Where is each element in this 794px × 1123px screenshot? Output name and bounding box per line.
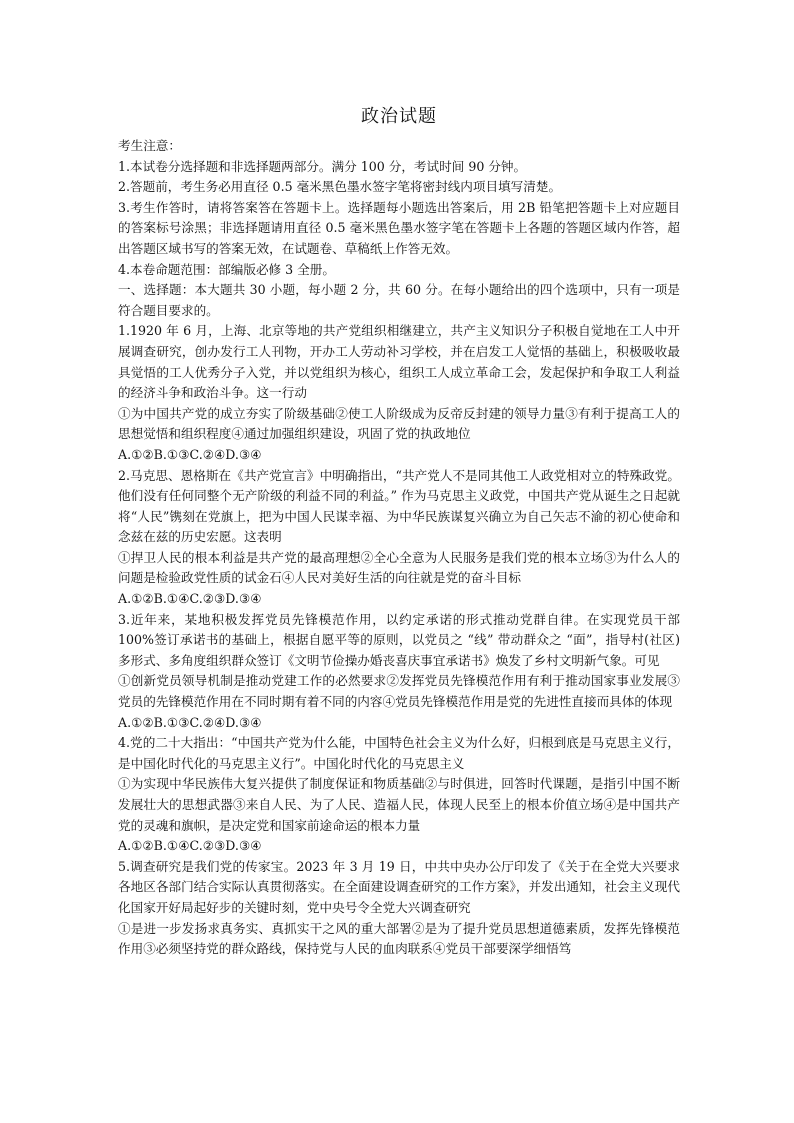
question-stem: 1.1920 年 6 月，上海、北京等地的共产党组织相继建立，共产主义知识分子积极自觉地在工人中开展调查研究，创办发行工人刊物，开办工人劳动补习学校，并在启发工人觉悟的基础上，积极吸收最具觉悟的工人优秀分子入党，并以党组织为核心，组织工人成立革命工会，发起保护和争取工人利益的经济斗争和政治斗争。这一行动 xyxy=(118,323,680,401)
question-options: ①为中国共产党的成立夯实了阶级基础②使工人阶级成为反帝反封建的领导力量③有利于提高工人的思想觉悟和组织程度④通过加强组织建设，巩固了党的执政地位 xyxy=(118,405,680,442)
notice-item: 1.本试卷分选择题和非选择题两部分。满分 100 分，考试时间 90 分钟。 xyxy=(118,158,527,174)
question-options: ①创新党员领导机制是推动党建工作的必然要求②发挥党员先锋模范作用有利于推动国家事业发展③党员的先锋模范作用在不同时期有着不同的内容④党员先锋模范作用是党的先进性直接而具体的体现 xyxy=(118,673,680,710)
question-stem: 3.近年来，某地积极发挥党员先锋模范作用，以约定承诺的形式推动党群自律。在实现党员干部 100%签订承诺书的基础上，根据自愿平等的原则，以党员之 “线” 带动群众之 “面”，指导村(社区)多形式、多角度组织群众签订《文明节俭操办婚丧喜庆事宜承诺书》焕发了乡村文明新气象。可见 xyxy=(118,611,680,668)
answer-choices: A.①②B.①③C.②④D.③④ xyxy=(118,446,262,462)
question-3 xyxy=(118,610,680,734)
question-options: ①捍卫人民的根本利益是共产党的最高理想②全心全意为人民服务是我们党的根本立场③为什么人的问题是检验政党性质的试金石④人民对美好生活的向往就是党的奋斗目标 xyxy=(118,549,680,586)
question-stem: 5.调查研究是我们党的传家宝。2023 年 3 月 19 日，中共中央办公厅印发了《关于在全党大兴要求各地区各部门结合实际认真贯彻落实。在全面建设调查研究的工作方案》，并发出通知，社会主义现代化国家开好局起好步的关键时刻，党中央号令全党大兴调查研究 xyxy=(118,858,680,915)
answer-choices: A.①②B.①④C.②③D.③④ xyxy=(118,838,262,854)
answer-choices: A.①②B.①④C.②③D.③④ xyxy=(118,591,262,607)
exam-page xyxy=(118,104,680,960)
notice-item: 4.本卷命题范围：部编版必修 3 全册。 xyxy=(118,261,335,277)
question-2 xyxy=(118,466,680,610)
page-title: 政治试题 xyxy=(361,106,437,127)
answer-choices: A.①②B.①③C.②④D.③④ xyxy=(118,714,262,730)
question-options: ①为实现中华民族伟大复兴提供了制度保证和物质基础②与时俱进，回答时代课题，是指引中国不断发展壮大的思想武器③来自人民、为了人民、造福人民，体现人民至上的根本价值立场④是中国共产党的灵魂和旗帜，是决定党和国家前途命运的根本力量 xyxy=(118,776,680,833)
question-1 xyxy=(118,321,680,465)
section-heading: 一、选择题：本大题共 30 小题，每小题 2 分，共 60 分。在每小题给出的四个选项中，只有一项是符合题目要求的。 xyxy=(118,282,680,318)
notice-item: 2.答题前，考生务必用直径 0.5 毫米黑色墨水签字笔将密封线内项目填写清楚。 xyxy=(118,179,562,195)
question-5 xyxy=(118,857,680,960)
notice-heading: 考生注意： xyxy=(118,138,181,153)
question-stem: 2.马克思、恩格斯在《共产党宣言》中明确指出，“共产党人不是同其他工人政党相对立的特殊政党。他们没有任何同整个无产阶级的利益不同的利益。” 作为马克思主义政党，中国共产党从诞生之日起就将“人民”镌刻在党旗上，把为中国人民谋幸福、为中华民族谋复兴确立为自己矢志不渝的初心使命和念兹在兹的历史宏愿。这表明 xyxy=(118,467,680,545)
notice-item: 3.考生作答时，请将答案答在答题卡上。选择题每小题选出答案后，用 2B 铅笔把答题卡上对应题目的答案标号涂黑；非选择题请用直径 0.5 毫米黑色墨水签字笔在答题卡上各题的答题区域内作答，超出答题区域书写的答案无效，在试题卷、草稿纸上作答无效。 xyxy=(118,199,680,256)
question-4 xyxy=(118,733,680,857)
question-options: ①是进一步发扬求真务实、真抓实干之风的重大部署②是为了提升党员思想道德素质，发挥先锋模范作用③必须坚持党的群众路线，保持党与人民的血肉联系④党员干部要深学细悟笃 xyxy=(118,920,680,957)
question-stem: 4.党的二十大指出：“中国共产党为什么能，中国特色社会主义为什么好，归根到底是马克思主义行，是中国化时代化的马克思主义行”。中国化时代化的马克思主义 xyxy=(118,735,680,771)
